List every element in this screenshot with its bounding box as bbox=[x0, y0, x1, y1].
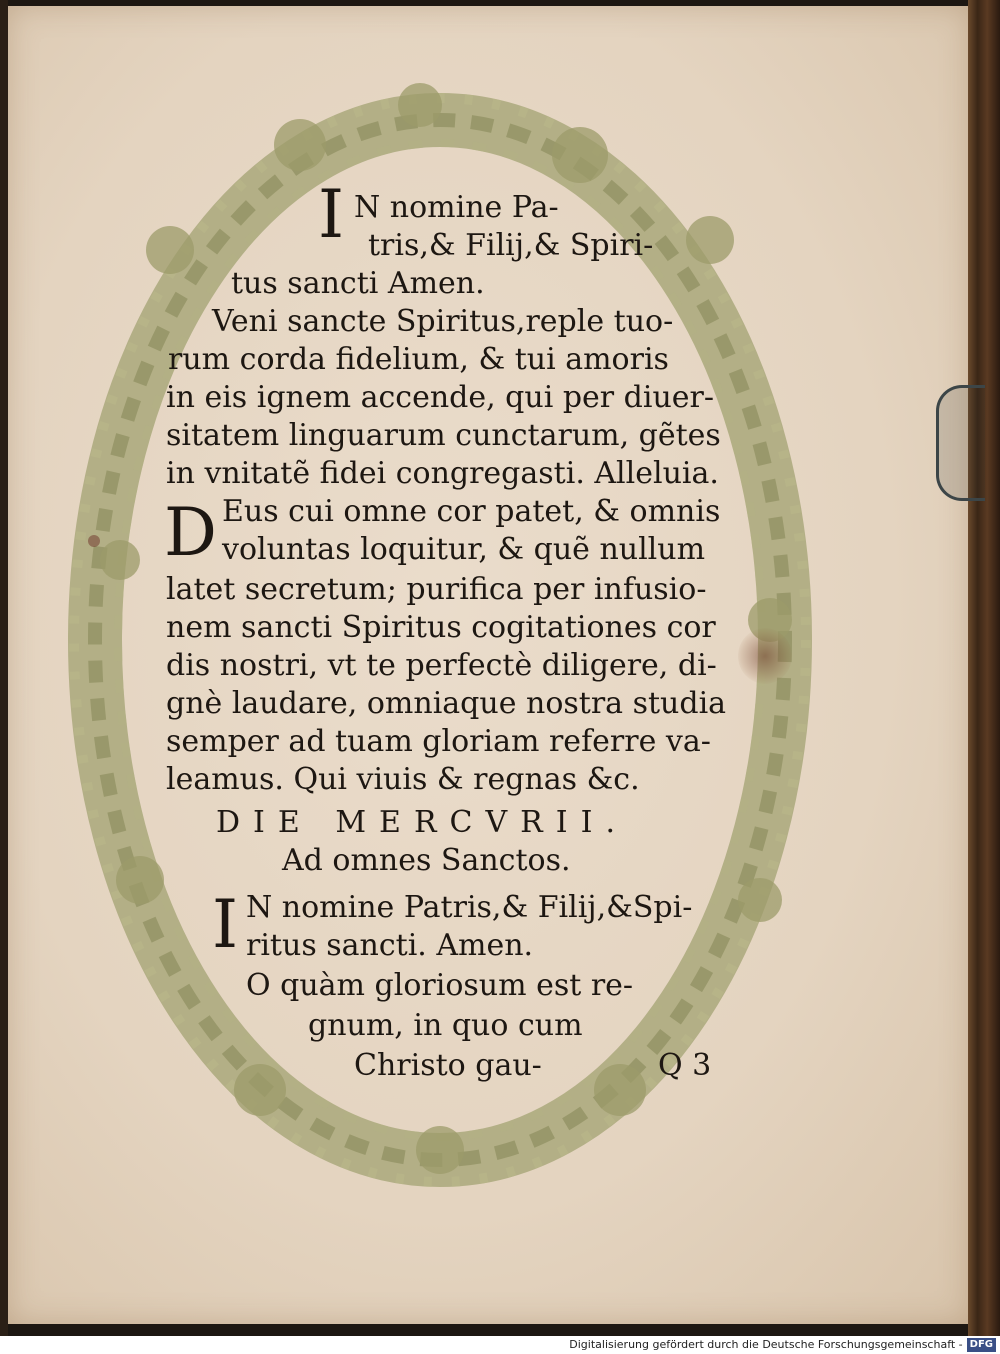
text-line: O quàm gloriosum est re- bbox=[246, 968, 634, 1003]
credit-text: Digitalisierung gefördert durch die Deutsche Forschungsgemeinschaft - bbox=[569, 1338, 963, 1351]
drop-cap-d: D bbox=[164, 494, 217, 571]
text-line: voluntas loquitur, & quẽ nullum bbox=[222, 532, 706, 567]
text-line: nem sancti Spiritus cogitationes cor bbox=[166, 610, 716, 645]
text-line: Veni sancte Spiritus,reple tuo- bbox=[212, 304, 674, 339]
text-line: dis nostri, vt te perfectè diligere, di- bbox=[166, 648, 717, 683]
text-line: Eus cui omne cor patet, & omnis bbox=[222, 494, 721, 529]
text-line: N nomine Patris,& Filij,&Spi- bbox=[246, 890, 693, 925]
dfg-logo: DFG bbox=[967, 1338, 996, 1352]
section-heading: DIE MERCVRII. bbox=[216, 805, 628, 840]
text-line: ritus sancti. Amen. bbox=[246, 928, 534, 963]
text-line: gnum, in quo cum bbox=[308, 1008, 583, 1043]
text-line: latet secretum; purifica per infusio- bbox=[166, 572, 707, 607]
catchword-line: Christo gau- bbox=[354, 1048, 542, 1083]
text-line: rum corda fidelium, & tui amoris bbox=[168, 342, 669, 377]
drop-cap-i-2: I bbox=[212, 886, 239, 963]
text-line: sitatem linguarum cunctarum, gẽtes bbox=[166, 418, 721, 453]
section-subheading: Ad omnes Sanctos. bbox=[282, 843, 571, 878]
text-line: in eis ignem accende, qui per diuer- bbox=[166, 380, 715, 415]
text-line: semper ad tuam gloriam referre va- bbox=[166, 724, 711, 759]
text-line: gnè laudare, omniaque nostra studia bbox=[166, 686, 727, 721]
text-line: tris,& Filij,& Spiri- bbox=[368, 228, 654, 263]
signature-mark: Q 3 bbox=[658, 1048, 712, 1083]
digitization-credit-bar bbox=[0, 1336, 1000, 1354]
text-line: in vnitatẽ fidei congregasti. Alleluia. bbox=[166, 456, 719, 491]
text-line: tus sancti Amen. bbox=[231, 266, 485, 301]
text-line: leamus. Qui viuis & regnas &c. bbox=[166, 762, 640, 797]
text-line: N nomine Pa- bbox=[354, 190, 559, 225]
drop-cap-i: I bbox=[318, 176, 345, 253]
